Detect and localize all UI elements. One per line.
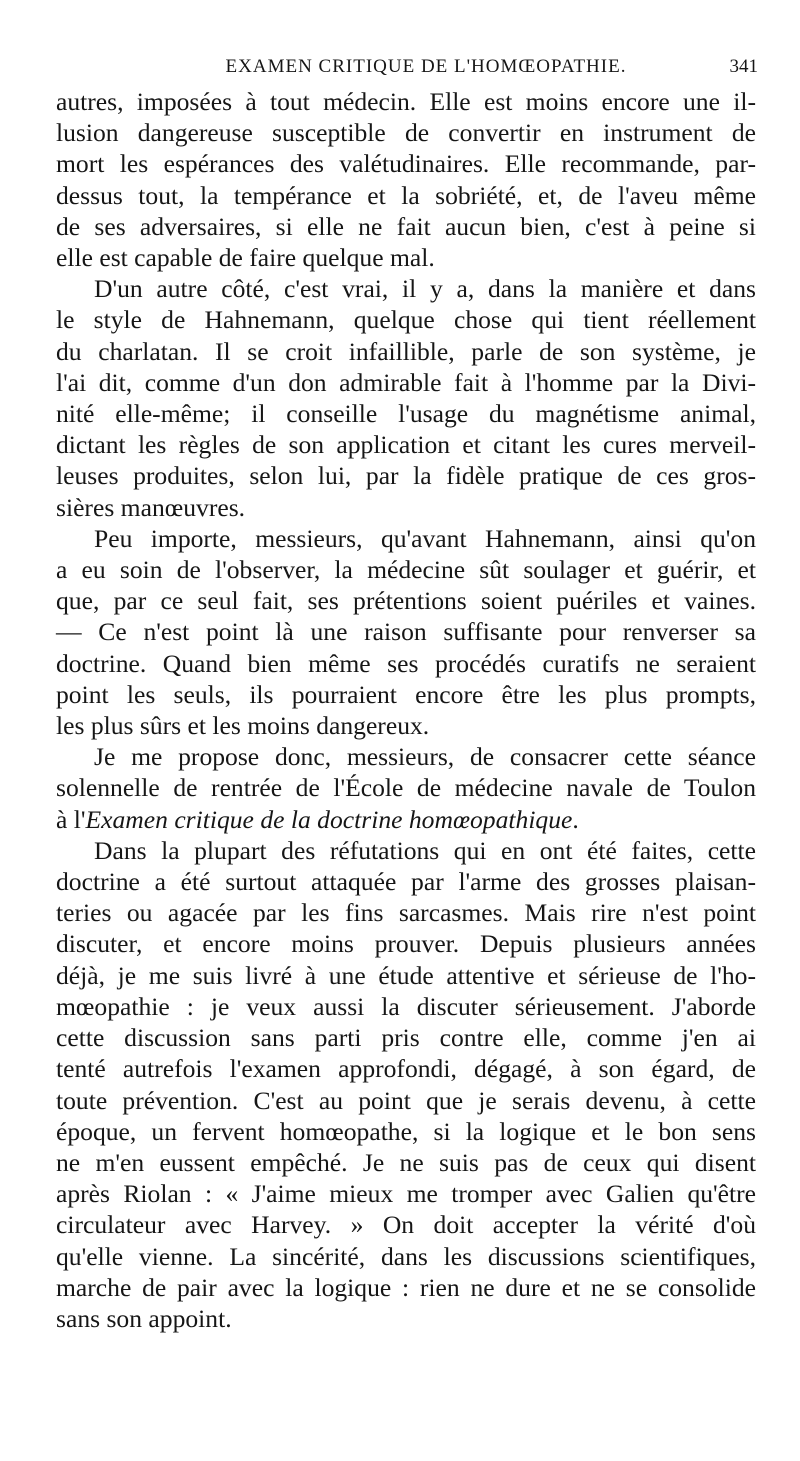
text-line: qu'elle vienne. La sincérité, dans les discussions scientifiques,	[56, 1241, 756, 1271]
text-line: que, par ce seul fait, ses prétentions soient puériles et vaines.	[56, 586, 756, 616]
text-line: discuter, et encore moins prouver. Depuis plusieurs années	[56, 929, 756, 959]
text-line: doctrine. Quand bien même ses procédés curatifs ne seraient	[56, 648, 756, 678]
text-line: toute prévention. C'est au point que je serais devenu, à cette	[56, 1085, 756, 1115]
text-line: déjà, je me suis livré à une étude attentive et sérieuse de l'ho-	[56, 960, 756, 990]
text-line: solennelle de rentrée de l'École de médecine navale de Toulon	[56, 773, 756, 803]
text-line: a eu soin de l'observer, la médecine sût soulager et guérir, et	[56, 555, 756, 585]
text-line: le style de Hahnemann, quelque chose qui tient réellement	[56, 305, 756, 335]
text-fragment: .	[572, 804, 579, 834]
text-line: doctrine a été surtout attaquée par l'arme des grosses plaisan-	[56, 867, 756, 897]
text-line: les plus sûrs et les moins dangereux.	[56, 711, 430, 741]
text-line: D'un autre côté, c'est vrai, il y a, dans la manière et dans	[94, 274, 756, 304]
paragraph-4	[56, 741, 756, 835]
text-line: l'ai dit, comme d'un don admirable fait à l'homme par la Divi-	[56, 367, 756, 397]
text-line: — Ce n'est point là une raison suffisante pour renverser sa	[56, 617, 756, 647]
text-line: Je me propose donc, messieurs, de consacrer cette séance	[94, 742, 756, 772]
paragraph-5	[56, 835, 756, 1334]
text-line: du charlatan. Il se croit infaillible, parle de son système, je	[56, 336, 756, 366]
text-fragment: à l'	[56, 804, 86, 834]
text-line: sières manœuvres.	[56, 492, 246, 522]
text-line	[56, 804, 756, 835]
book-page	[56, 56, 756, 1334]
text-line: leuses produites, selon lui, par la fidèle pratique de ces gros-	[56, 461, 756, 491]
paragraph-2	[56, 273, 756, 523]
text-line: autres, imposées à tout médecin. Elle est moins encore une il-	[56, 87, 756, 116]
text-line: ne m'en eussent empêché. Je ne suis pas de ceux qui disent	[56, 1147, 756, 1177]
text-line: tenté autrefois l'examen approfondi, dégagé, à son égard, de	[56, 1054, 756, 1084]
text-line: de ses adversaires, si elle ne fait aucun bien, c'est à peine si	[56, 211, 756, 241]
page-number: 341	[729, 56, 758, 77]
text-line: lusion dangereuse susceptible de convertir en instrument de	[56, 118, 756, 148]
text-line: dictant les règles de son application et citant les cures merveil-	[56, 430, 756, 460]
text-line: époque, un fervent homœopathe, si la logique et le bon sens	[56, 1116, 756, 1146]
paragraph-1	[56, 86, 756, 273]
text-line: teries ou agacée par les fins sarcasmes. Mais rire n'est point	[56, 898, 756, 928]
text-line: Peu importe, messieurs, qu'avant Hahnemann, ainsi qu'on	[94, 523, 756, 553]
text-line: point les seuls, ils pourraient encore être les plus prompts,	[56, 679, 756, 709]
text-line: marche de pair avec la logique : rien ne dure et ne se consolide	[56, 1272, 756, 1302]
paragraph-3	[56, 523, 756, 741]
text-line: mœopathie : je veux aussi la discuter sérieusement. J'aborde	[56, 991, 756, 1021]
text-line: mort les espérances des valétudinaires. Elle recommande, par-	[56, 149, 756, 179]
text-line: circulateur avec Harvey. » On doit accepter la vérité d'où	[56, 1210, 756, 1240]
body-text	[56, 86, 756, 1334]
text-line: sans son appoint.	[56, 1303, 232, 1333]
text-line: nité elle-même; il conseille l'usage du magnétisme animal,	[56, 399, 756, 429]
text-line: Dans la plupart des réfutations qui en ont été faites, cette	[94, 835, 756, 865]
text-line: dessus tout, la tempérance et la sobriété, et, de l'aveu même	[56, 180, 756, 210]
text-line: elle est capable de faire quelque mal.	[56, 243, 435, 273]
text-line: cette discussion sans parti pris contre elle, comme j'en ai	[56, 1023, 756, 1053]
work-title: Examen critique de la doctrine homœopathique	[85, 804, 573, 834]
running-title: EXAMEN CRITIQUE DE L'HOMŒOPATHIE.	[225, 56, 627, 77]
text-line: après Riolan : « J'aime mieux me tromper avec Galien qu'être	[56, 1179, 756, 1209]
running-head	[56, 56, 756, 86]
